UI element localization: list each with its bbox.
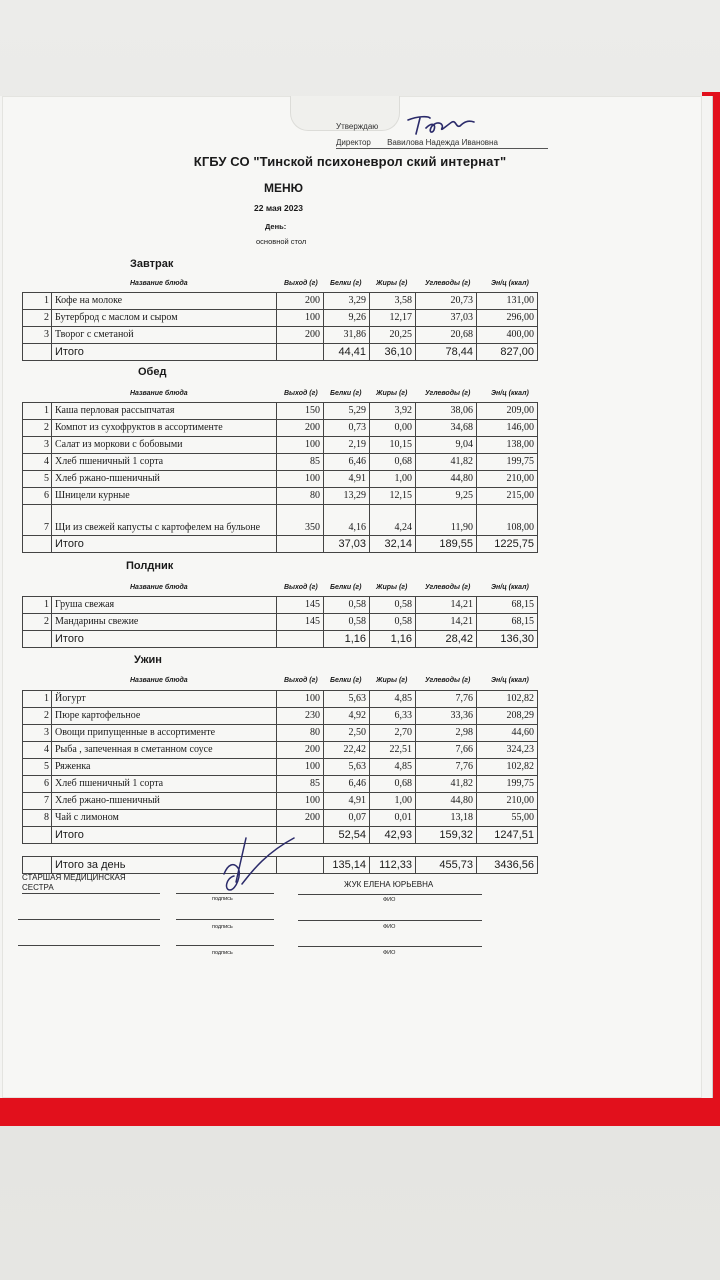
table-row — [23, 403, 538, 420]
dish-output: 100 — [277, 759, 324, 776]
fio-caption-3: ФИО — [383, 950, 396, 956]
section-title-lunch: Обед — [138, 366, 167, 378]
row-number: 7 — [23, 505, 52, 536]
table-row — [23, 810, 538, 827]
fio-line-2 — [298, 920, 482, 921]
column-header-name: Название блюда — [130, 584, 188, 591]
row-number: 3 — [23, 327, 52, 344]
table-row — [23, 488, 538, 505]
column-header-name: Название блюда — [130, 677, 188, 684]
fio-caption-1: ФИО — [383, 897, 396, 903]
table-row — [23, 420, 538, 437]
role-label: СТАРШАЯ МЕДИЦИНСКАЯ СЕСТРА — [22, 873, 126, 892]
dish-fat: 3,58 — [370, 293, 416, 310]
organization-title: КГБУ СО "Тинской психоневрол ский интернат" — [193, 154, 507, 169]
dish-name: Творог с сметаной — [52, 327, 277, 344]
dish-name: Чай с лимоном — [52, 810, 277, 827]
column-header-kcal: Эн/ц (ккал) — [491, 677, 529, 684]
column-header-fat: Жиры (г) — [376, 280, 408, 287]
menu-title: МЕНЮ — [264, 181, 304, 195]
dish-carbs: 44,80 — [416, 471, 477, 488]
column-header-prot: Белки (г) — [330, 390, 362, 397]
row-number: 2 — [23, 420, 52, 437]
row-number: 3 — [23, 725, 52, 742]
total-carbs: 159,32 — [416, 827, 477, 844]
sign-caption-3: подпись — [212, 950, 233, 956]
dish-output: 100 — [277, 437, 324, 454]
dish-name: Кофе на молоке — [52, 293, 277, 310]
column-header-kcal: Эн/ц (ккал) — [491, 280, 529, 287]
dish-name: Хлеб ржано-пшеничный — [52, 793, 277, 810]
dish-protein: 3,29 — [324, 293, 370, 310]
row-number: 6 — [23, 488, 52, 505]
table-row — [23, 471, 538, 488]
dish-carbs: 44,80 — [416, 793, 477, 810]
table-type: основной стол — [256, 237, 307, 246]
dish-protein: 4,16 — [324, 505, 370, 536]
dish-fat: 0,00 — [370, 420, 416, 437]
row-number: 2 — [23, 614, 52, 631]
row-number — [23, 536, 52, 553]
dish-protein: 6,46 — [324, 454, 370, 471]
dish-output: 200 — [277, 742, 324, 759]
sign-line-3 — [176, 945, 274, 946]
dish-name: Пюре картофельное — [52, 708, 277, 725]
sign-caption-2: подпись — [212, 924, 233, 930]
table-row — [23, 437, 538, 454]
dish-output: 200 — [277, 327, 324, 344]
table-row — [23, 742, 538, 759]
dish-fat: 4,85 — [370, 691, 416, 708]
total-row — [23, 344, 538, 361]
dish-name: Йогурт — [52, 691, 277, 708]
column-header-fat: Жиры (г) — [376, 677, 408, 684]
approve-label: Утверждаю — [336, 122, 379, 131]
column-header-name: Название блюда — [130, 390, 188, 397]
table-row — [23, 327, 538, 344]
dish-carbs: 14,21 — [416, 614, 477, 631]
total-output — [277, 631, 324, 648]
dish-name: Щи из свежей капусты с картофелем на бульоне — [52, 505, 277, 536]
dish-protein: 0,07 — [324, 810, 370, 827]
dish-name: Бутерброд с маслом и сыром — [52, 310, 277, 327]
dish-carbs: 13,18 — [416, 810, 477, 827]
row-number: 4 — [23, 454, 52, 471]
total-kcal: 136,30 — [477, 631, 538, 648]
dish-protein: 22,42 — [324, 742, 370, 759]
row-number — [23, 827, 52, 844]
table-row — [23, 597, 538, 614]
day-total-fat: 112,33 — [370, 857, 416, 874]
meal-table-dinner — [22, 690, 538, 844]
column-header-fat: Жиры (г) — [376, 390, 408, 397]
person-name: ЖУК ЕЛЕНА ЮРЬЕВНА — [344, 880, 434, 889]
dish-kcal: 44,60 — [477, 725, 538, 742]
column-header-kcal: Эн/ц (ккал) — [491, 390, 529, 397]
column-header-carb: Углеводы (г) — [425, 584, 471, 591]
dish-protein: 5,29 — [324, 403, 370, 420]
dish-output: 350 — [277, 505, 324, 536]
dish-kcal: 208,29 — [477, 708, 538, 725]
column-header-carb: Углеводы (г) — [425, 677, 471, 684]
dish-output: 80 — [277, 488, 324, 505]
dish-fat: 12,15 — [370, 488, 416, 505]
dish-fat: 20,25 — [370, 327, 416, 344]
director-name: Вавилова Надежда Ивановна — [387, 138, 498, 147]
total-carbs: 189,55 — [416, 536, 477, 553]
total-carbs: 28,42 — [416, 631, 477, 648]
dish-protein: 31,86 — [324, 327, 370, 344]
director-label: Директор — [336, 138, 371, 147]
dish-name: Шницели курные — [52, 488, 277, 505]
dish-output: 100 — [277, 310, 324, 327]
column-header-out: Выход (г) — [284, 584, 318, 591]
column-header-name: Название блюда — [130, 280, 188, 287]
dish-name: Ряженка — [52, 759, 277, 776]
total-output — [277, 344, 324, 361]
row-number — [23, 344, 52, 361]
total-fat: 42,93 — [370, 827, 416, 844]
dish-carbs: 7,66 — [416, 742, 477, 759]
table-row — [23, 454, 538, 471]
dish-protein: 13,29 — [324, 488, 370, 505]
row-number: 2 — [23, 310, 52, 327]
dish-kcal: 68,15 — [477, 597, 538, 614]
column-header-prot: Белки (г) — [330, 584, 362, 591]
dish-fat: 4,85 — [370, 759, 416, 776]
total-fat: 36,10 — [370, 344, 416, 361]
sign-line-2 — [176, 919, 274, 920]
dish-fat: 0,58 — [370, 614, 416, 631]
row-number: 1 — [23, 403, 52, 420]
dish-protein: 4,91 — [324, 793, 370, 810]
dish-output: 145 — [277, 614, 324, 631]
dish-name: Хлеб ржано-пшеничный — [52, 471, 277, 488]
total-protein: 37,03 — [324, 536, 370, 553]
total-protein: 52,54 — [324, 827, 370, 844]
row-number: 6 — [23, 776, 52, 793]
dish-output: 100 — [277, 471, 324, 488]
total-protein: 1,16 — [324, 631, 370, 648]
total-fat: 32,14 — [370, 536, 416, 553]
table-row — [23, 793, 538, 810]
column-header-kcal: Эн/ц (ккал) — [491, 584, 529, 591]
dish-output: 85 — [277, 776, 324, 793]
dish-carbs: 11,90 — [416, 505, 477, 536]
total-row — [23, 536, 538, 553]
fio-line-3 — [298, 946, 482, 947]
total-protein: 44,41 — [324, 344, 370, 361]
dish-protein: 5,63 — [324, 691, 370, 708]
dish-kcal: 68,15 — [477, 614, 538, 631]
table-row — [23, 759, 538, 776]
meal-table-lunch — [22, 402, 538, 553]
dish-kcal: 210,00 — [477, 471, 538, 488]
role-line-2 — [18, 919, 160, 920]
dish-name: Рыба , запеченная в сметанном соусе — [52, 742, 277, 759]
dish-kcal: 146,00 — [477, 420, 538, 437]
dish-carbs: 20,68 — [416, 327, 477, 344]
dish-carbs: 2,98 — [416, 725, 477, 742]
day-total-protein: 135,14 — [324, 857, 370, 874]
dish-output: 100 — [277, 793, 324, 810]
day-label: День: — [265, 222, 287, 231]
dish-fat: 1,00 — [370, 793, 416, 810]
dish-kcal: 215,00 — [477, 488, 538, 505]
table-row — [23, 293, 538, 310]
dish-name: Хлеб пшеничный 1 сорта — [52, 454, 277, 471]
total-fat: 1,16 — [370, 631, 416, 648]
column-header-prot: Белки (г) — [330, 280, 362, 287]
column-header-carb: Углеводы (г) — [425, 390, 471, 397]
total-label: Итого — [52, 631, 277, 648]
row-number: 1 — [23, 293, 52, 310]
dish-fat: 10,15 — [370, 437, 416, 454]
dish-carbs: 20,73 — [416, 293, 477, 310]
dish-protein: 9,26 — [324, 310, 370, 327]
dish-carbs: 34,68 — [416, 420, 477, 437]
dish-carbs: 9,25 — [416, 488, 477, 505]
column-header-prot: Белки (г) — [330, 677, 362, 684]
dish-output: 200 — [277, 810, 324, 827]
dish-kcal: 138,00 — [477, 437, 538, 454]
day-total-carbs: 455,73 — [416, 857, 477, 874]
table-row — [23, 310, 538, 327]
dish-fat: 12,17 — [370, 310, 416, 327]
sign-caption-1: подпись — [212, 896, 233, 902]
row-number — [23, 857, 52, 874]
dish-kcal: 131,00 — [477, 293, 538, 310]
row-number: 7 — [23, 793, 52, 810]
dish-fat: 0,68 — [370, 454, 416, 471]
dish-name: Компот из сухофруктов в ассортименте — [52, 420, 277, 437]
dish-fat: 4,24 — [370, 505, 416, 536]
table-row — [23, 505, 538, 536]
director-signature-icon — [404, 110, 484, 138]
meal-table-breakfast — [22, 292, 538, 361]
total-row — [23, 631, 538, 648]
dish-output: 100 — [277, 691, 324, 708]
total-kcal: 1247,51 — [477, 827, 538, 844]
row-number: 2 — [23, 708, 52, 725]
menu-date: 22 мая 2023 — [254, 203, 303, 213]
dish-fat: 1,00 — [370, 471, 416, 488]
dish-kcal: 209,00 — [477, 403, 538, 420]
dish-carbs: 37,03 — [416, 310, 477, 327]
row-number: 5 — [23, 759, 52, 776]
dish-output: 80 — [277, 725, 324, 742]
dish-kcal: 55,00 — [477, 810, 538, 827]
row-number: 5 — [23, 471, 52, 488]
dish-kcal: 108,00 — [477, 505, 538, 536]
total-label: Итого — [52, 344, 277, 361]
dish-carbs: 38,06 — [416, 403, 477, 420]
dish-fat: 0,01 — [370, 810, 416, 827]
dish-protein: 0,73 — [324, 420, 370, 437]
dish-kcal: 199,75 — [477, 454, 538, 471]
dish-output: 85 — [277, 454, 324, 471]
column-header-carb: Углеводы (г) — [425, 280, 471, 287]
dish-protein: 6,46 — [324, 776, 370, 793]
row-number: 8 — [23, 810, 52, 827]
total-label: Итого — [52, 827, 277, 844]
dish-fat: 2,70 — [370, 725, 416, 742]
table-row — [23, 725, 538, 742]
total-label: Итого — [52, 536, 277, 553]
dish-fat: 0,58 — [370, 597, 416, 614]
column-header-out: Выход (г) — [284, 390, 318, 397]
dish-protein: 4,92 — [324, 708, 370, 725]
column-header-fat: Жиры (г) — [376, 584, 408, 591]
dish-fat: 3,92 — [370, 403, 416, 420]
column-header-out: Выход (г) — [284, 280, 318, 287]
column-header-out: Выход (г) — [284, 677, 318, 684]
dish-output: 145 — [277, 597, 324, 614]
meal-table-snack — [22, 596, 538, 648]
dish-carbs: 41,82 — [416, 776, 477, 793]
total-kcal: 1225,75 — [477, 536, 538, 553]
row-number: 1 — [23, 597, 52, 614]
row-number: 1 — [23, 691, 52, 708]
dish-fat: 6,33 — [370, 708, 416, 725]
dish-name: Груша свежая — [52, 597, 277, 614]
dish-carbs: 41,82 — [416, 454, 477, 471]
dish-output: 200 — [277, 420, 324, 437]
dish-protein: 2,50 — [324, 725, 370, 742]
day-total-label: Итого за день — [52, 857, 277, 874]
row-number — [23, 631, 52, 648]
row-number: 4 — [23, 742, 52, 759]
dish-protein: 0,58 — [324, 597, 370, 614]
dish-kcal: 102,82 — [477, 759, 538, 776]
dish-output: 150 — [277, 403, 324, 420]
dish-kcal: 102,82 — [477, 691, 538, 708]
dish-carbs: 33,36 — [416, 708, 477, 725]
section-title-dinner: Ужин — [134, 654, 162, 666]
table-row — [23, 691, 538, 708]
red-frame-bottom — [0, 1098, 720, 1126]
dish-kcal: 210,00 — [477, 793, 538, 810]
dish-name: Салат из моркови с бобовыми — [52, 437, 277, 454]
dish-carbs: 7,76 — [416, 691, 477, 708]
dish-carbs: 9,04 — [416, 437, 477, 454]
dish-name: Овощи припущенные в ассортименте — [52, 725, 277, 742]
dish-protein: 5,63 — [324, 759, 370, 776]
dish-kcal: 199,75 — [477, 776, 538, 793]
dish-protein: 0,58 — [324, 614, 370, 631]
table-row — [23, 708, 538, 725]
dish-output: 200 — [277, 293, 324, 310]
row-number: 3 — [23, 437, 52, 454]
dish-fat: 0,68 — [370, 776, 416, 793]
dish-output: 230 — [277, 708, 324, 725]
dish-carbs: 14,21 — [416, 597, 477, 614]
dish-protein: 2,19 — [324, 437, 370, 454]
nurse-signature-icon — [216, 834, 306, 904]
section-title-breakfast: Завтрак — [130, 258, 174, 270]
total-kcal: 827,00 — [477, 344, 538, 361]
dish-name: Мандарины свежие — [52, 614, 277, 631]
dish-name: Каша перловая рассыпчатая — [52, 403, 277, 420]
total-carbs: 78,44 — [416, 344, 477, 361]
table-row — [23, 776, 538, 793]
dish-protein: 4,91 — [324, 471, 370, 488]
director-line — [336, 138, 548, 149]
role-line-3 — [18, 945, 160, 946]
day-total-kcal: 3436,56 — [477, 857, 538, 874]
dish-carbs: 7,76 — [416, 759, 477, 776]
fio-caption-2: ФИО — [383, 924, 396, 930]
dish-name: Хлеб пшеничный 1 сорта — [52, 776, 277, 793]
fio-line-1 — [298, 894, 482, 895]
table-row — [23, 614, 538, 631]
total-output — [277, 536, 324, 553]
dish-kcal: 324,23 — [477, 742, 538, 759]
dish-kcal: 296,00 — [477, 310, 538, 327]
dish-kcal: 400,00 — [477, 327, 538, 344]
role-line — [22, 893, 160, 894]
dish-fat: 22,51 — [370, 742, 416, 759]
section-title-snack: Полдник — [126, 560, 174, 572]
